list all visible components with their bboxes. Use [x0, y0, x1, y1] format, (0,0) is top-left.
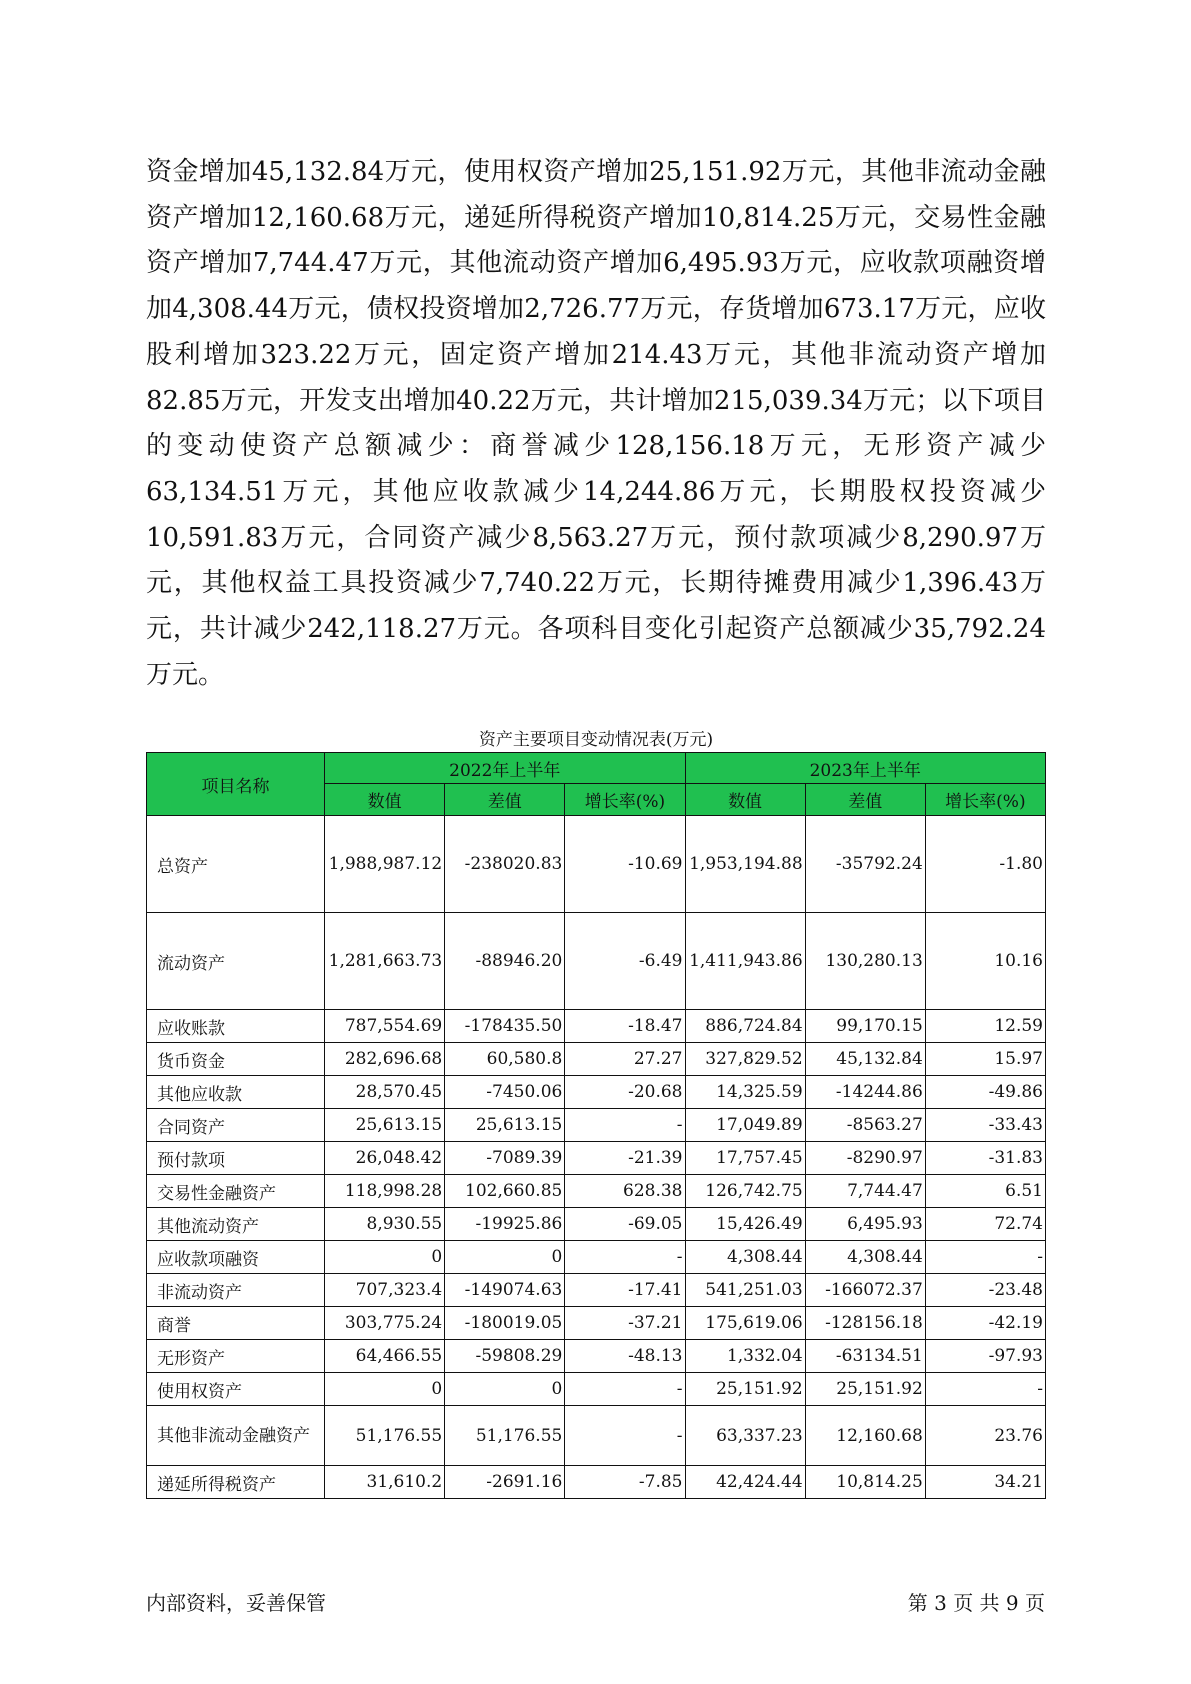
summary-paragraph: 资金增加45,132.84万元，使用权资产增加25,151.92万元，其他非流动金融资产增加12,160.68万元，递延所得税资产增加10,814.25万元，交易性金融资产增加7,744.47万元，其他流动资产增加6,495.93万元，应收款项融资增加4,308.44万元，债权投资增加2,726.77万元，存货增加673.17万元，应收股利增加323.22万元，固定资产增加214.43万元，其他非流动资产增加82.85万元，开发支出增加40.22万元，共计增加215,039.34万元；以下项目的变动使资产总额减少：商誉减少128,156.18万元，无形资产减少63,134.51万元，其他应收款减少14,244.86万元，长期股权投资减少10,591.83万元，合同资产减少8,563.27万元，预付款项减少8,290.97万元，其他权益工具投资减少7,740.22万元，长期待摊费用减少1,396.43万元，共计减少242,118.27万元。各项科目变化引起资产总额减少35,792.24万元。 — [146, 157, 1046, 690]
row-item-name: 递延所得税资产 — [147, 1466, 325, 1499]
cell-v22: 26,048.42 — [325, 1142, 445, 1175]
row-item-name: 无形资产 — [147, 1340, 325, 1373]
cell-d23: 130,280.13 — [805, 913, 925, 1010]
header-2023-value: 数值 — [685, 784, 805, 816]
row-item-name: 其他流动资产 — [147, 1208, 325, 1241]
cell-r23: 72.74 — [925, 1208, 1045, 1241]
cell-v23: 42,424.44 — [685, 1466, 805, 1499]
row-item-name: 使用权资产 — [147, 1373, 325, 1406]
cell-v22: 118,998.28 — [325, 1175, 445, 1208]
cell-v23: 327,829.52 — [685, 1043, 805, 1076]
cell-v23: 541,251.03 — [685, 1274, 805, 1307]
cell-d22: -180019.05 — [445, 1307, 565, 1340]
cell-r22: - — [565, 1406, 685, 1466]
cell-d22: -7450.06 — [445, 1076, 565, 1109]
cell-r22: 628.38 — [565, 1175, 685, 1208]
cell-r23: 12.59 — [925, 1010, 1045, 1043]
row-item-name: 非流动资产 — [147, 1274, 325, 1307]
cell-r23: - — [925, 1241, 1045, 1274]
cell-r23: - — [925, 1373, 1045, 1406]
row-item-name: 货币资金 — [147, 1043, 325, 1076]
header-2022-value: 数值 — [325, 784, 445, 816]
table-row — [147, 1466, 1046, 1499]
table-body — [147, 816, 1046, 1499]
cell-d23: 6,495.93 — [805, 1208, 925, 1241]
cell-r23: -31.83 — [925, 1142, 1045, 1175]
cell-v22: 51,176.55 — [325, 1406, 445, 1466]
cell-d22: 60,580.8 — [445, 1043, 565, 1076]
cell-r22: -37.21 — [565, 1307, 685, 1340]
row-item-name: 预付款项 — [147, 1142, 325, 1175]
cell-v22: 0 — [325, 1373, 445, 1406]
footer-confidential: 内部资料，妥善保管 — [146, 1591, 326, 1615]
table-row — [147, 1142, 1046, 1175]
cell-r23: 23.76 — [925, 1406, 1045, 1466]
cell-d23: 7,744.47 — [805, 1175, 925, 1208]
row-item-name: 应收账款 — [147, 1010, 325, 1043]
table-row — [147, 1208, 1046, 1241]
cell-r23: -97.93 — [925, 1340, 1045, 1373]
cell-v23: 15,426.49 — [685, 1208, 805, 1241]
cell-d23: -63134.51 — [805, 1340, 925, 1373]
cell-v22: 25,613.15 — [325, 1109, 445, 1142]
cell-r22: -6.49 — [565, 913, 685, 1010]
header-2022-rate: 增长率(%) — [565, 784, 685, 816]
table-row — [147, 1307, 1046, 1340]
cell-r23: 15.97 — [925, 1043, 1045, 1076]
table-row — [147, 1076, 1046, 1109]
cell-v22: 31,610.2 — [325, 1466, 445, 1499]
cell-v23: 1,411,943.86 — [685, 913, 805, 1010]
cell-d22: -88946.20 — [445, 913, 565, 1010]
cell-v22: 787,554.69 — [325, 1010, 445, 1043]
cell-r22: -48.13 — [565, 1340, 685, 1373]
cell-d23: -166072.37 — [805, 1274, 925, 1307]
cell-v22: 282,696.68 — [325, 1043, 445, 1076]
cell-v23: 4,308.44 — [685, 1241, 805, 1274]
cell-r22: -17.41 — [565, 1274, 685, 1307]
table-row — [147, 816, 1046, 913]
row-item-name: 合同资产 — [147, 1109, 325, 1142]
cell-v22: 28,570.45 — [325, 1076, 445, 1109]
cell-v23: 17,049.89 — [685, 1109, 805, 1142]
row-item-name: 总资产 — [147, 816, 325, 913]
table-row — [147, 1043, 1046, 1076]
cell-r23: -49.86 — [925, 1076, 1045, 1109]
cell-r23: 10.16 — [925, 913, 1045, 1010]
body-text — [146, 150, 1046, 698]
cell-d23: 99,170.15 — [805, 1010, 925, 1043]
cell-v23: 126,742.75 — [685, 1175, 805, 1208]
cell-d23: -8290.97 — [805, 1142, 925, 1175]
header-2023: 2023年上半年 — [685, 753, 1046, 784]
cell-r23: -23.48 — [925, 1274, 1045, 1307]
cell-r22: - — [565, 1109, 685, 1142]
cell-r23: 6.51 — [925, 1175, 1045, 1208]
table-row — [147, 1109, 1046, 1142]
cell-v23: 63,337.23 — [685, 1406, 805, 1466]
cell-r23: -33.43 — [925, 1109, 1045, 1142]
cell-v23: 1,953,194.88 — [685, 816, 805, 913]
asset-change-table — [146, 752, 1046, 1499]
cell-r22: - — [565, 1241, 685, 1274]
cell-v22: 707,323.4 — [325, 1274, 445, 1307]
cell-d22: -238020.83 — [445, 816, 565, 913]
cell-d23: -14244.86 — [805, 1076, 925, 1109]
cell-r22: -20.68 — [565, 1076, 685, 1109]
cell-d22: -149074.63 — [445, 1274, 565, 1307]
cell-v23: 886,724.84 — [685, 1010, 805, 1043]
cell-r22: 27.27 — [565, 1043, 685, 1076]
cell-v23: 1,332.04 — [685, 1340, 805, 1373]
cell-v23: 17,757.45 — [685, 1142, 805, 1175]
cell-v22: 8,930.55 — [325, 1208, 445, 1241]
table-caption: 资产主要项目变动情况表(万元) — [478, 730, 714, 750]
cell-d23: 4,308.44 — [805, 1241, 925, 1274]
cell-r22: -21.39 — [565, 1142, 685, 1175]
cell-d22: -2691.16 — [445, 1466, 565, 1499]
cell-r23: 34.21 — [925, 1466, 1045, 1499]
cell-d23: -35792.24 — [805, 816, 925, 913]
header-item-name: 项目名称 — [147, 753, 325, 816]
cell-v23: 14,325.59 — [685, 1076, 805, 1109]
cell-r23: -42.19 — [925, 1307, 1045, 1340]
cell-d23: -8563.27 — [805, 1109, 925, 1142]
row-item-name: 其他应收款 — [147, 1076, 325, 1109]
cell-v22: 1,988,987.12 — [325, 816, 445, 913]
cell-v23: 25,151.92 — [685, 1373, 805, 1406]
cell-v22: 0 — [325, 1241, 445, 1274]
table-row — [147, 1373, 1046, 1406]
footer-page-number: 第 3 页 共 9 页 — [907, 1591, 1045, 1615]
header-2022: 2022年上半年 — [325, 753, 685, 784]
cell-d23: 10,814.25 — [805, 1466, 925, 1499]
row-item-name: 交易性金融资产 — [147, 1175, 325, 1208]
cell-v22: 303,775.24 — [325, 1307, 445, 1340]
cell-r22: -7.85 — [565, 1466, 685, 1499]
cell-d23: 45,132.84 — [805, 1043, 925, 1076]
row-item-name: 流动资产 — [147, 913, 325, 1010]
cell-d22: -19925.86 — [445, 1208, 565, 1241]
cell-d22: 0 — [445, 1241, 565, 1274]
cell-r22: - — [565, 1373, 685, 1406]
row-item-name: 应收款项融资 — [147, 1241, 325, 1274]
cell-d23: 25,151.92 — [805, 1373, 925, 1406]
row-item-name: 其他非流动金融资产 — [147, 1406, 325, 1466]
cell-v22: 1,281,663.73 — [325, 913, 445, 1010]
table-row — [147, 1010, 1046, 1043]
header-2023-diff: 差值 — [805, 784, 925, 816]
cell-r22: -18.47 — [565, 1010, 685, 1043]
cell-v23: 175,619.06 — [685, 1307, 805, 1340]
table-row — [147, 913, 1046, 1010]
cell-d22: 0 — [445, 1373, 565, 1406]
cell-d22: -59808.29 — [445, 1340, 565, 1373]
header-2022-diff: 差值 — [445, 784, 565, 816]
cell-d22: -178435.50 — [445, 1010, 565, 1043]
table-row — [147, 1274, 1046, 1307]
table-row — [147, 1340, 1046, 1373]
header-2023-rate: 增长率(%) — [925, 784, 1045, 816]
cell-v22: 64,466.55 — [325, 1340, 445, 1373]
cell-d23: 12,160.68 — [805, 1406, 925, 1466]
table-row — [147, 1241, 1046, 1274]
row-item-name: 商誉 — [147, 1307, 325, 1340]
cell-r22: -69.05 — [565, 1208, 685, 1241]
cell-r22: -10.69 — [565, 816, 685, 913]
table-row — [147, 1175, 1046, 1208]
table-row — [147, 1406, 1046, 1466]
cell-d23: -128156.18 — [805, 1307, 925, 1340]
cell-d22: -7089.39 — [445, 1142, 565, 1175]
cell-d22: 51,176.55 — [445, 1406, 565, 1466]
cell-r23: -1.80 — [925, 816, 1045, 913]
cell-d22: 25,613.15 — [445, 1109, 565, 1142]
cell-d22: 102,660.85 — [445, 1175, 565, 1208]
